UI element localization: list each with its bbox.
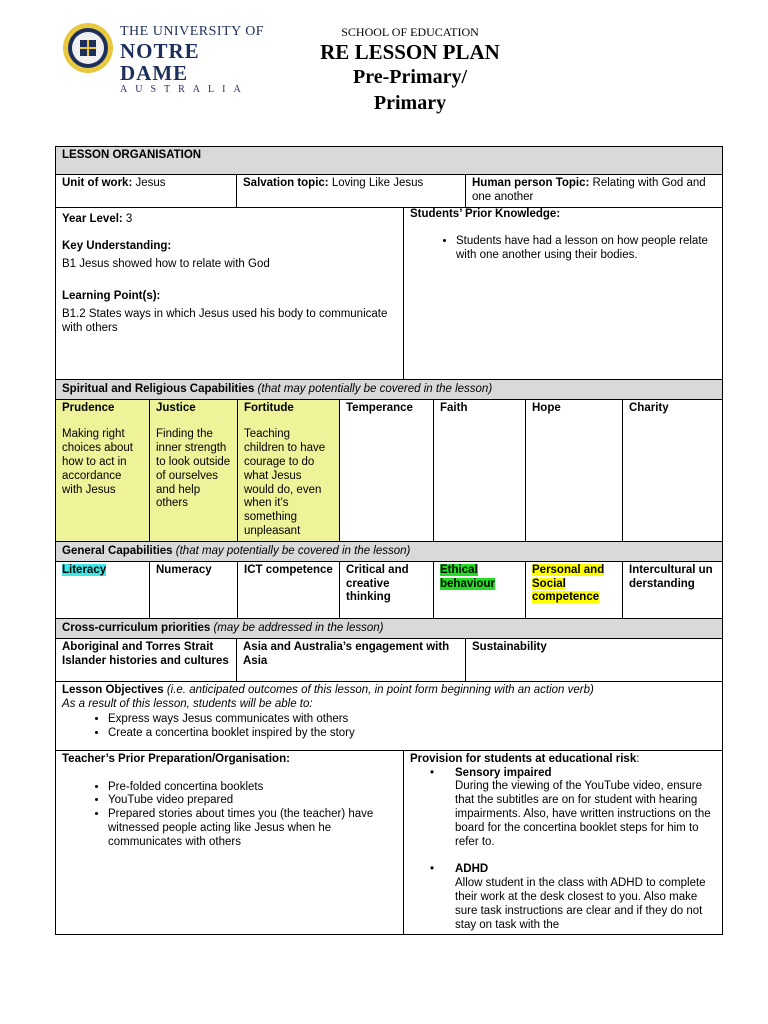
prior-knowledge-item: • Students have had a lesson on how people relate with one another using their bodies. [456,235,716,263]
logo-line-2: NOTRE DAME [120,39,200,85]
cross-curriculum-table [55,618,723,682]
logo-line-1: THE UNIVERSITY OF [120,24,265,39]
objectives-intro: As a result of this lesson, students will be able to: [62,697,313,710]
spiritual-capabilities-heading: Spiritual and Religious Capabilities (that may potentially be covered in the lesson) [56,379,723,399]
provision-item-sensory: • Sensory impaired During the viewing of the YouTube video, ensure that the subtitles are on for student with hearing impairments. Also, have written instructions on the board for the concertina booklet steps for him to refer to. [430,766,711,848]
preparation-item: • Pre-folded concertina booklets [108,781,397,795]
objective-item: • Express ways Jesus communicates with others [108,713,716,727]
lesson-organisation-table [55,146,723,208]
provision-heading: Provision for students at educational risk: [410,752,640,765]
cross-sustainability: Sustainability [466,638,723,681]
learning-points-label: Learning Point(s): [62,289,161,302]
capability-fortitude: Fortitude Teaching children to have courage to do what Jesus would do, even when it’s something unpleasant [238,399,340,541]
cross-asia: Asia and Australia’s engagement with Asia [237,638,466,681]
general-numeracy: Numeracy [150,561,238,618]
lesson-plan-document [55,146,723,935]
school-name: SCHOOL OF EDUCATION [341,25,479,39]
lesson-objectives-table [55,681,723,751]
provision-item-adhd: • ADHD Allow student in the class with ADHD to complete their work at the desk closest to you. Also make sure task instructions are clear and if they do not stay on task with the [430,863,706,931]
key-understanding-label: Key Understanding: [62,240,172,253]
human-person-topic-cell: Human person Topic: Relating with God and one another [466,175,723,208]
general-literacy: Literacy [56,561,150,618]
bullet-icon: • [430,863,435,876]
teacher-preparation-cell [56,750,404,935]
page-subtitle-1: Pre-Primary/ [352,66,467,88]
objective-item: • Create a concertina booklet inspired by the story [108,727,716,741]
salvation-topic-cell: Salvation topic: Loving Like Jesus [237,175,466,208]
page-subtitle-2: Primary [373,92,447,114]
objectives-heading: Lesson Objectives (i.e. anticipated outcomes of this lesson, in point form beginning with an action verb) [62,683,594,696]
capability-faith: Faith [434,399,526,541]
capability-prudence: Prudence Making right choices about how to act in accordance with Jesus [56,399,150,541]
capability-temperance: Temperance [340,399,434,541]
year-level: Year Level: 3 [62,212,133,225]
page-title: RE LESSON PLAN [320,40,500,64]
unit-of-work-cell: Unit of work: Jesus [56,175,237,208]
general-capabilities-table [55,541,723,619]
learning-points-value: B1.2 States ways in which Jesus used his body to communicate with others [62,307,388,334]
general-personal-social: Personal and Social competence [526,561,623,618]
capability-charity: Charity [623,399,723,541]
general-ethical-behaviour: Ethical behaviour [434,561,526,618]
logo-line-3: AUSTRALIA [120,84,249,95]
university-logo [62,22,272,95]
bullet-icon: • [430,766,435,779]
lesson-objectives-cell [56,681,723,750]
preparation-provision-table [55,750,723,936]
general-capabilities-heading: General Capabilities (that may potentially be covered in the lesson) [56,541,723,561]
preparation-item: • YouTube video prepared [108,794,397,808]
general-intercultural: Intercultural understanding [623,561,723,618]
key-understanding-value: B1 Jesus showed how to relate with God [62,258,270,271]
university-seal-icon [62,22,114,74]
capability-justice: Justice Finding the inner strength to look outside of ourselves and help others [150,399,238,541]
prior-knowledge-cell [404,207,723,379]
preparation-heading: Teacher’s Prior Preparation/Organisation: [62,752,290,765]
cross-curriculum-heading: Cross-curriculum priorities (may be addressed in the lesson) [56,618,723,638]
spiritual-capabilities-table [55,379,723,542]
lesson-details-cell [56,207,404,379]
lesson-organisation-heading: LESSON ORGANISATION [56,147,723,175]
general-ict: ICT competence [238,561,340,618]
preparation-item: • Prepared stories about times you (the teacher) have witnessed people acting like Jesus when he communicates with others [108,808,397,849]
lesson-details-table [55,207,723,380]
cross-aboriginal: Aboriginal and Torres Strait Islander histories and cultures [56,638,237,681]
capability-hope: Hope [526,399,623,541]
provision-cell [404,750,723,935]
general-critical-thinking: Critical and creative thinking [340,561,434,618]
prior-knowledge-label: Students’ Prior Knowledge: [410,207,561,220]
